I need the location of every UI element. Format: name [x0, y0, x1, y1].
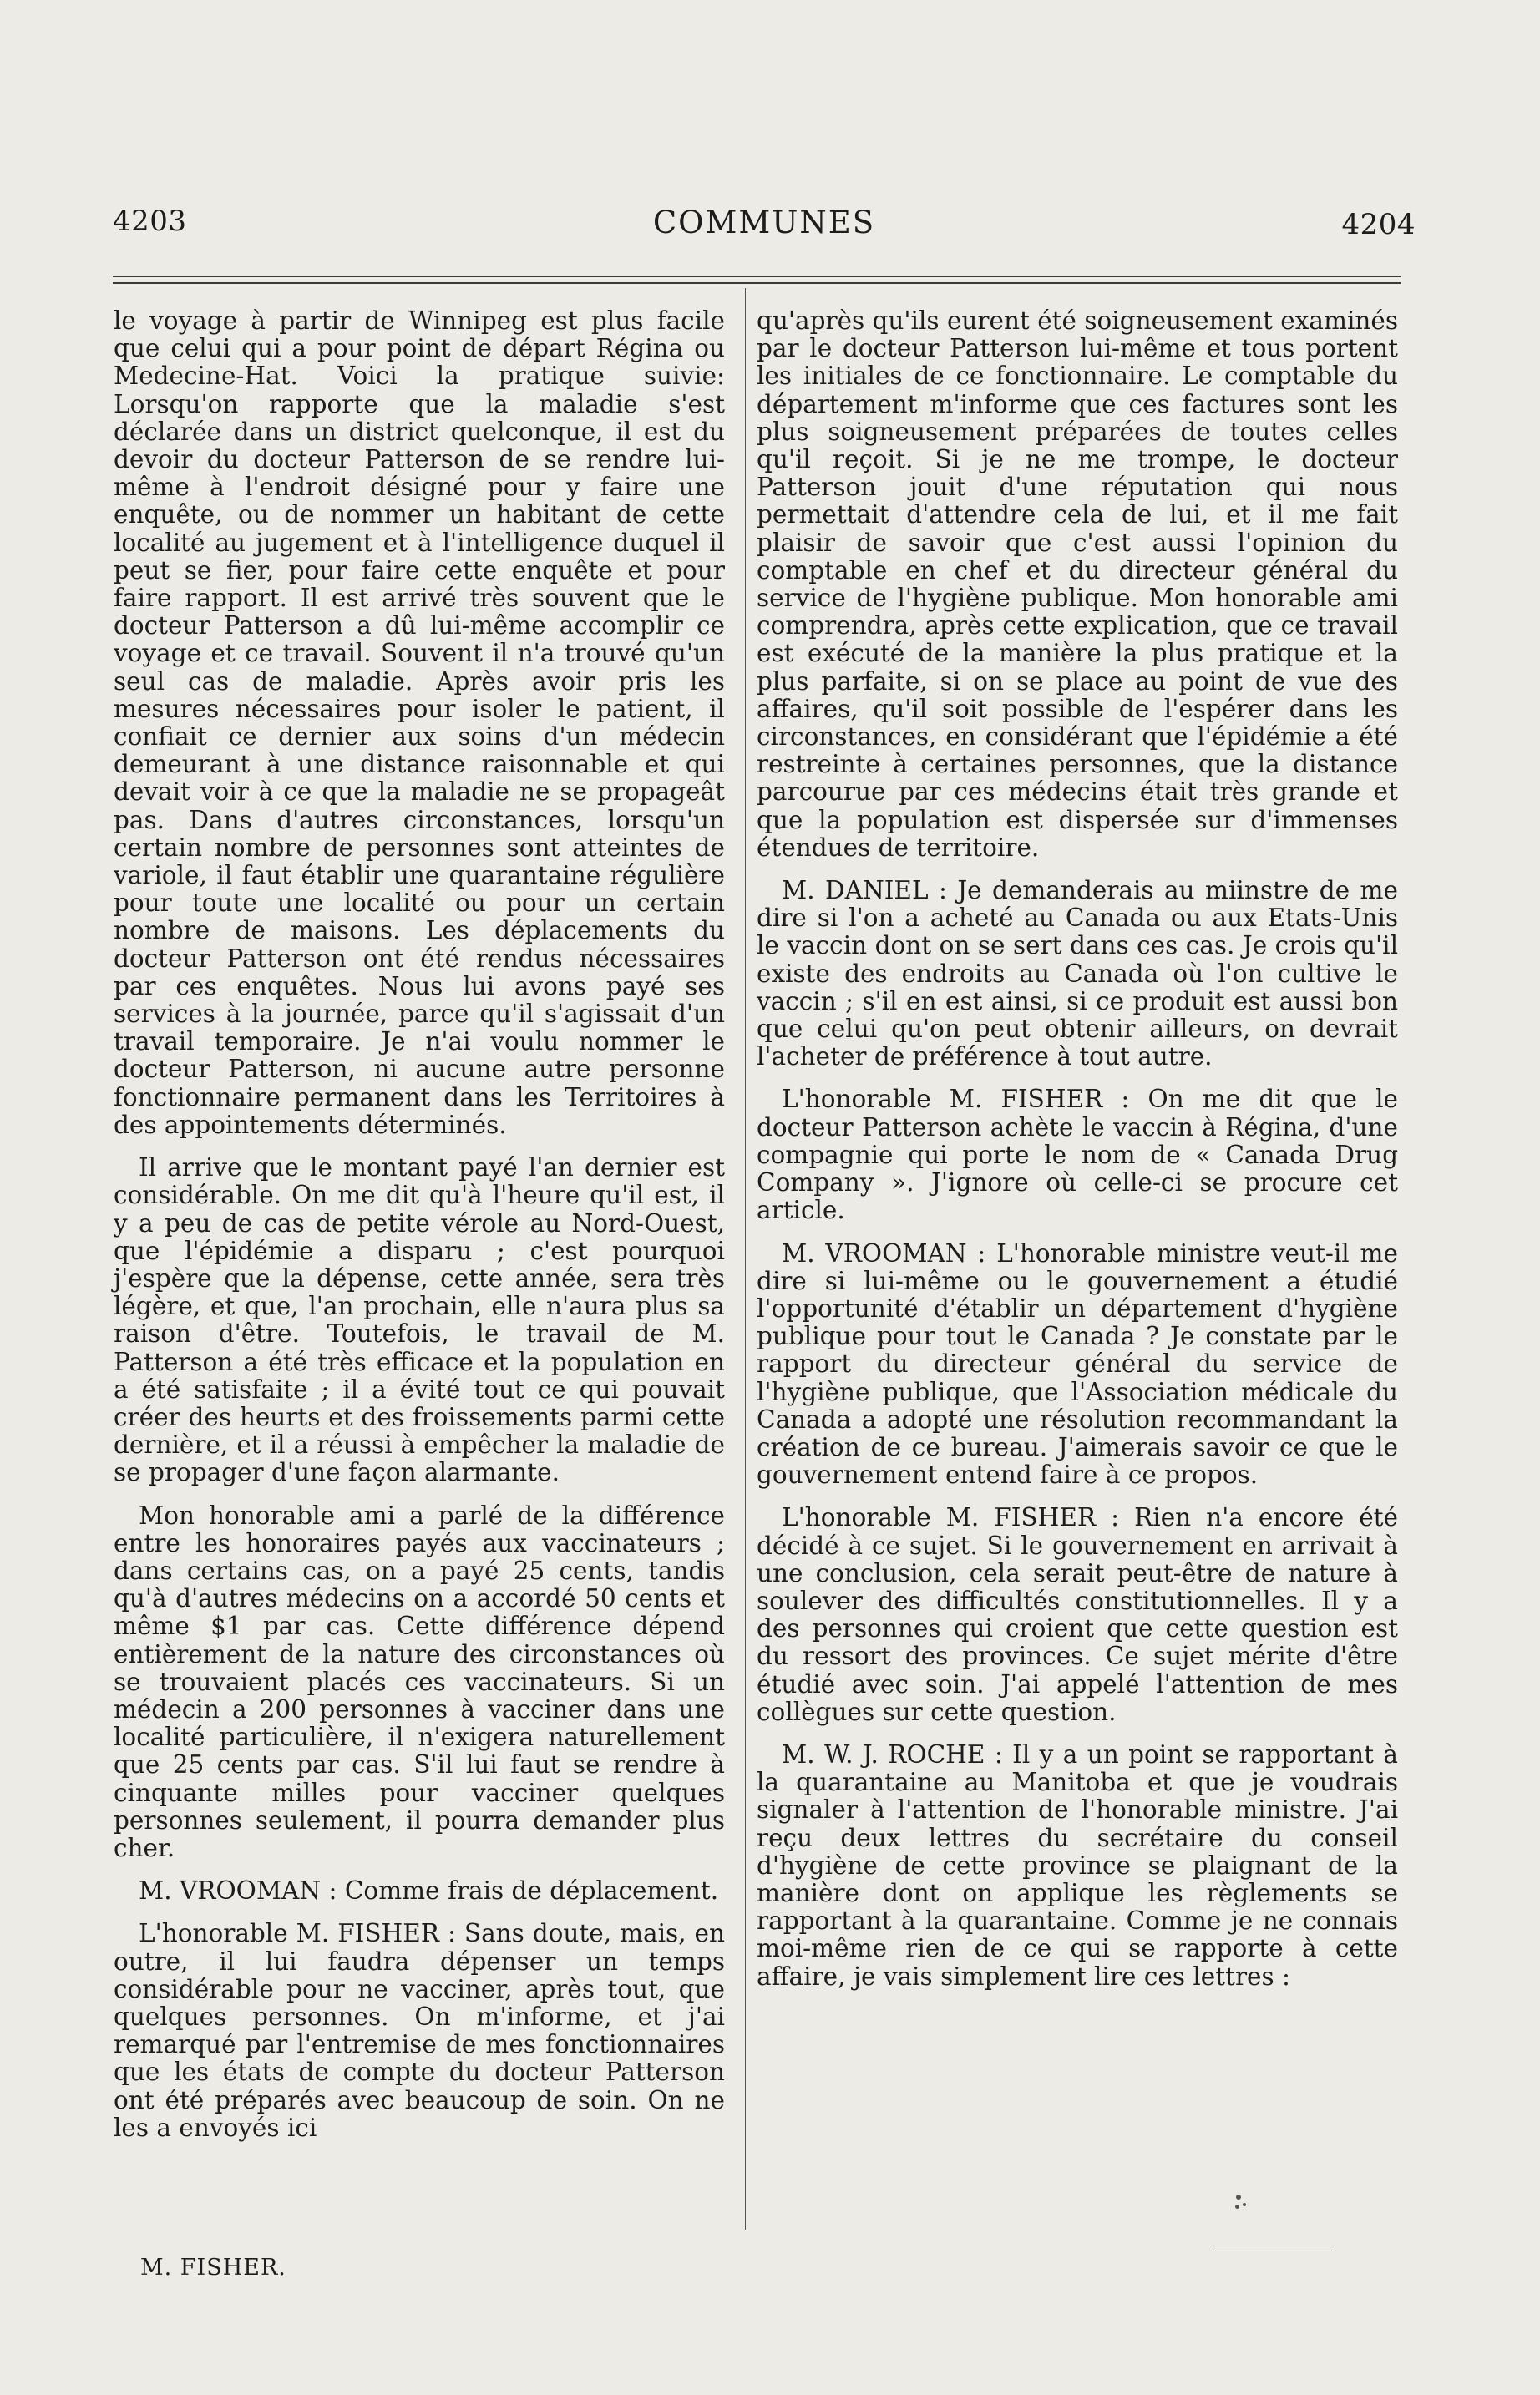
column-divider: [745, 288, 746, 2230]
page-header: [113, 205, 1416, 255]
header-rule-bottom: [113, 282, 1401, 284]
catchword-speaker: M. FISHER.: [140, 2255, 286, 2281]
paragraph: qu'après qu'ils eurent été soigneusement examinés par le docteur Patterson lui-même et tous portent les initiales de ce fonctionnaire. Le comptable du département m'informe que ces factures sont les plus soigneusement préparées de toutes celles qu'il reçoit. Si je ne me trompe, le docteur Patterson jouit d'une réputation qui nous permettait d'attendre cela de lui, et il me fait plaisir de savoir que c'est aussi l'opinion du comptable en chef et du directeur général du service de l'hygiène publique. Mon honorable ami comprendra, après cette explication, que ce travail est exécuté de la manière la plus pratique et la plus parfaite, si on se place au point de vue des affaires, qu'il soit possible de l'espérer dans les circonstances, en considérant que l'épidémie a été restreinte à certaines personnes, que la distance parcourue par ces médecins était très grande et que la population est dispersée sur d'immenses étendues de territoire.: [757, 306, 1398, 862]
running-title: COMMUNES: [652, 205, 876, 241]
page-number-left: 4203: [113, 205, 187, 238]
paragraph: L'honorable M. FISHER : Sans doute, mais, en outre, il lui faudra dépenser un temps considérable pour ne vacciner, après tout, que quelques personnes. On m'informe, et j'ai remarqué par l'entremise de mes fonctionnaires que les états de compte du docteur Patterson ont été préparés avec beaucoup de soin. On ne les a envoyés ici: [114, 1919, 725, 2142]
paragraph: M. VROOMAN : Comme frais de déplacement.: [139, 1876, 719, 1906]
paragraph: L'honorable M. FISHER : Rien n'a encore été décidé à ce sujet. Si le gouvernement en arrivait à une conclusion, cela serait peut-être de nature à soulever des difficultés constitutionnelles. Il y a des personnes qui croient que cette question est du ressort des provinces. Ce sujet mérite d'être étudié avec soin. J'ai appelé l'attention de mes collègues sur cette question.: [757, 1503, 1398, 1726]
header-rule-top: [113, 276, 1401, 277]
paragraph: L'honorable M. FISHER : On me dit que le docteur Patterson achète le vaccin à Régina, d'une compagnie qui porte le nom de « Canada Drug Company ». J'ignore où celle-ci se procure cet article.: [757, 1085, 1398, 1225]
print-speck: [1236, 2195, 1241, 2200]
right-column: [757, 307, 1398, 1991]
left-column: [114, 307, 725, 2142]
paragraph: M. W. J. ROCHE : Il y a un point se rapportant à la quarantaine au Manitoba et que je voudrais signaler à l'attention de l'honorable ministre. J'ai reçu deux lettres du secrétaire du conseil d'hygiène de cette province se plaignant de la manière dont on applique les règlements se rapportant à la quarantaine. Comme je ne connais moi-même rien de ce qui se rapporte à cette affaire, je vais simplement lire ces lettres :: [757, 1739, 1398, 1991]
print-speck: [1235, 2205, 1239, 2209]
print-speck: [1243, 2203, 1246, 2206]
paragraph: le voyage à partir de Winnipeg est plus facile que celui qui a pour point de départ Régina ou Medecine-Hat. Voici la pratique suivie: Lorsqu'on rapporte que la maladie s'est déclarée dans un district quelconque, il est du devoir du docteur Patterson de se rendre lui-même à l'endroit désigné pour y faire une enquête, ou de nommer un habitant de cette localité au jugement et à l'intelligence duquel il peut se fier, pour faire cette enquête et pour faire rapport. Il est arrivé très souvent que le docteur Patterson a dû lui-même accomplir ce voyage et ce travail. Souvent il n'a trouvé qu'un seul cas de maladie. Après avoir pris les mesures nécessaires pour isoler le patient, il confiait ce dernier aux soins d'un médecin demeurant à une distance raisonnable et qui devait voir à ce que la maladie ne se propageât pas. Dans d'autres circonstances, lorsqu'un certain nombre de personnes sont atteintes de variole, il faut établir une quarantaine régulière pour toute une localité ou pour un certain nombre de maisons. Les déplacements du docteur Patterson ont été rendus nécessaires par ces enquêtes. Nous lui avons payé ses services à la journée, parce qu'il s'agissait d'un travail temporaire. Je n'ai voulu nommer le docteur Patterson, ni aucune autre personne fonctionnaire permanent dans les Territoires à des appointements déterminés.: [114, 306, 725, 1139]
paragraph: Mon honorable ami a parlé de la différence entre les honoraires payés aux vaccinateurs ; dans certains cas, on a payé 25 cents, tandis qu'à d'autres médecins on a accordé 50 cents et même $1 par cas. Cette différence dépend entièrement de la nature des circonstances où se trouvaient placés ces vaccinateurs. Si un médecin a 200 personnes à vacciner dans une localité particulière, il n'exigera naturellement que 25 cents par cas. S'il lui faut se rendre à cinquante milles pour vacciner quelques personnes seulement, il pourra demander plus cher.: [114, 1501, 725, 1862]
paragraph: M. DANIEL : Je demanderais au miinstre de me dire si l'on a acheté au Canada ou aux Etats-Unis le vaccin dont on se sert dans ces cas. Je crois qu'il existe des endroits au Canada où l'on cultive le vaccin ; s'il en est ainsi, si ce produit est aussi bon que celui qu'on peut obtenir ailleurs, on devrait l'acheter de préférence à tout autre.: [757, 876, 1398, 1071]
paragraph: M. VROOMAN : L'honorable ministre veut-il me dire si lui-même ou le gouvernement a étudié l'opportunité d'établir un département d'hygiène publique pour tout le Canada ? Je constate par le rapport du directeur général du service de l'hygiène publique, que l'Association médicale du Canada a adopté une résolution recommandant la création de ce bureau. J'aimerais savoir ce que le gouvernement entend faire à ce propos.: [757, 1238, 1398, 1490]
page-number-right: 4204: [1341, 208, 1416, 241]
paragraph: Il arrive que le montant payé l'an dernier est considérable. On me dit qu'à l'heure qu'il est, il y a peu de cas de petite vérole au Nord-Ouest, que l'épidémie a disparu ; c'est pourquoi j'espère que la dépense, cette année, sera très légère, et que, l'an prochain, elle n'aura plus sa raison d'être. Toutefois, le travail de M. Patterson a été très efficace et la population en a été satisfaite ; il a évité tout ce qui pouvait créer des heurts et des froissements parmi cette dernière, et il a réussi à empêcher la maladie de se propager d'une façon alarmante.: [114, 1153, 725, 1487]
